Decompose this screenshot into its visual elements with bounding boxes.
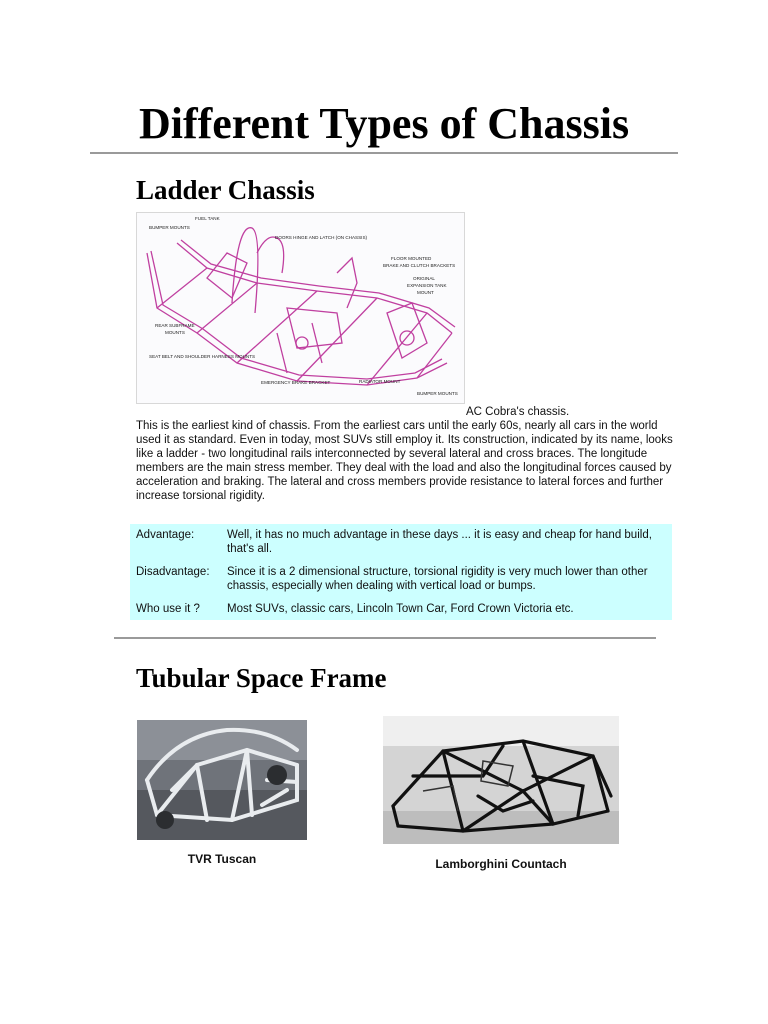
diagram-label: SEAT BELT AND SHOULDER HARNESS MOUNTS: [149, 354, 256, 359]
page-title: Different Types of Chassis: [138, 99, 630, 148]
section-heading-tubular: Tubular Space Frame: [136, 663, 387, 693]
section-divider: [114, 637, 656, 639]
fact-value: Well, it has no much advantage in these days ... it is easy and cheap for hand build, that's all.: [227, 529, 652, 555]
facts-table: [130, 524, 672, 620]
diagram-label: REAR SUBFRAME: [155, 323, 195, 328]
diagram-label: EXPANSION TANK: [407, 283, 447, 288]
ladder-chassis-diagram-icon: [136, 212, 465, 404]
fact-label: Disadvantage:: [136, 566, 210, 578]
diagram-label: BUMPER MOUNTS: [417, 391, 458, 396]
diagram-label: FUEL TANK: [195, 216, 220, 221]
title-divider: [90, 152, 678, 154]
fact-value: Since it is a 2 dimensional structure, torsional rigidity is very much lower than other chassis, especially when dealing with vertical load or bumps.: [227, 566, 648, 592]
photo-caption-tvr: TVR Tuscan: [187, 852, 257, 866]
fact-label: Advantage:: [136, 529, 195, 541]
tvr-tuscan-frame-photo-icon: [137, 720, 307, 840]
lamborghini-countach-frame-photo-icon: [383, 716, 619, 844]
diagram-label: EMERGENCY BRAKE BRACKET: [261, 380, 331, 385]
diagram-label: BUMPER MOUNTS: [149, 225, 190, 230]
diagram-label: FLOOR MOUNTED: [391, 256, 432, 261]
diagram-label: ORIGINAL: [413, 276, 435, 281]
fact-label: Who use it ?: [136, 603, 200, 615]
diagram-label: DOORS HINGE AND LATCH (ON CHASSIS): [275, 235, 368, 240]
diagram-label: MOUNTS: [165, 330, 185, 335]
photo-caption-lamborghini: Lamborghini Countach: [435, 857, 567, 871]
diagram-label: RADIATOR MOUNT: [359, 379, 401, 384]
section-heading-ladder: Ladder Chassis: [136, 175, 315, 205]
diagram-label: BRAKE AND CLUTCH BRACKETS: [383, 263, 456, 268]
figure-caption: AC Cobra's chassis.: [466, 406, 570, 418]
fact-value: Most SUVs, classic cars, Lincoln Town Car, Ford Crown Victoria etc.: [227, 603, 574, 615]
ladder-description: This is the earliest kind of chassis. From the earliest cars until the early 60s, nearly all cars in the world used it as standard. Even in today, most SUVs still employ it. Its construction, indicated by its name, looks like a ladder - two longitudinal rails interconnected by several lateral and cross braces. The longitude members are the main stress member. They deal with the load and also the longitudinal forces caused by acceleration and braking. The lateral and cross members provide resistance to lateral forces and further increase torsional rigidity.: [136, 420, 673, 502]
diagram-label: MOUNT: [417, 290, 434, 295]
